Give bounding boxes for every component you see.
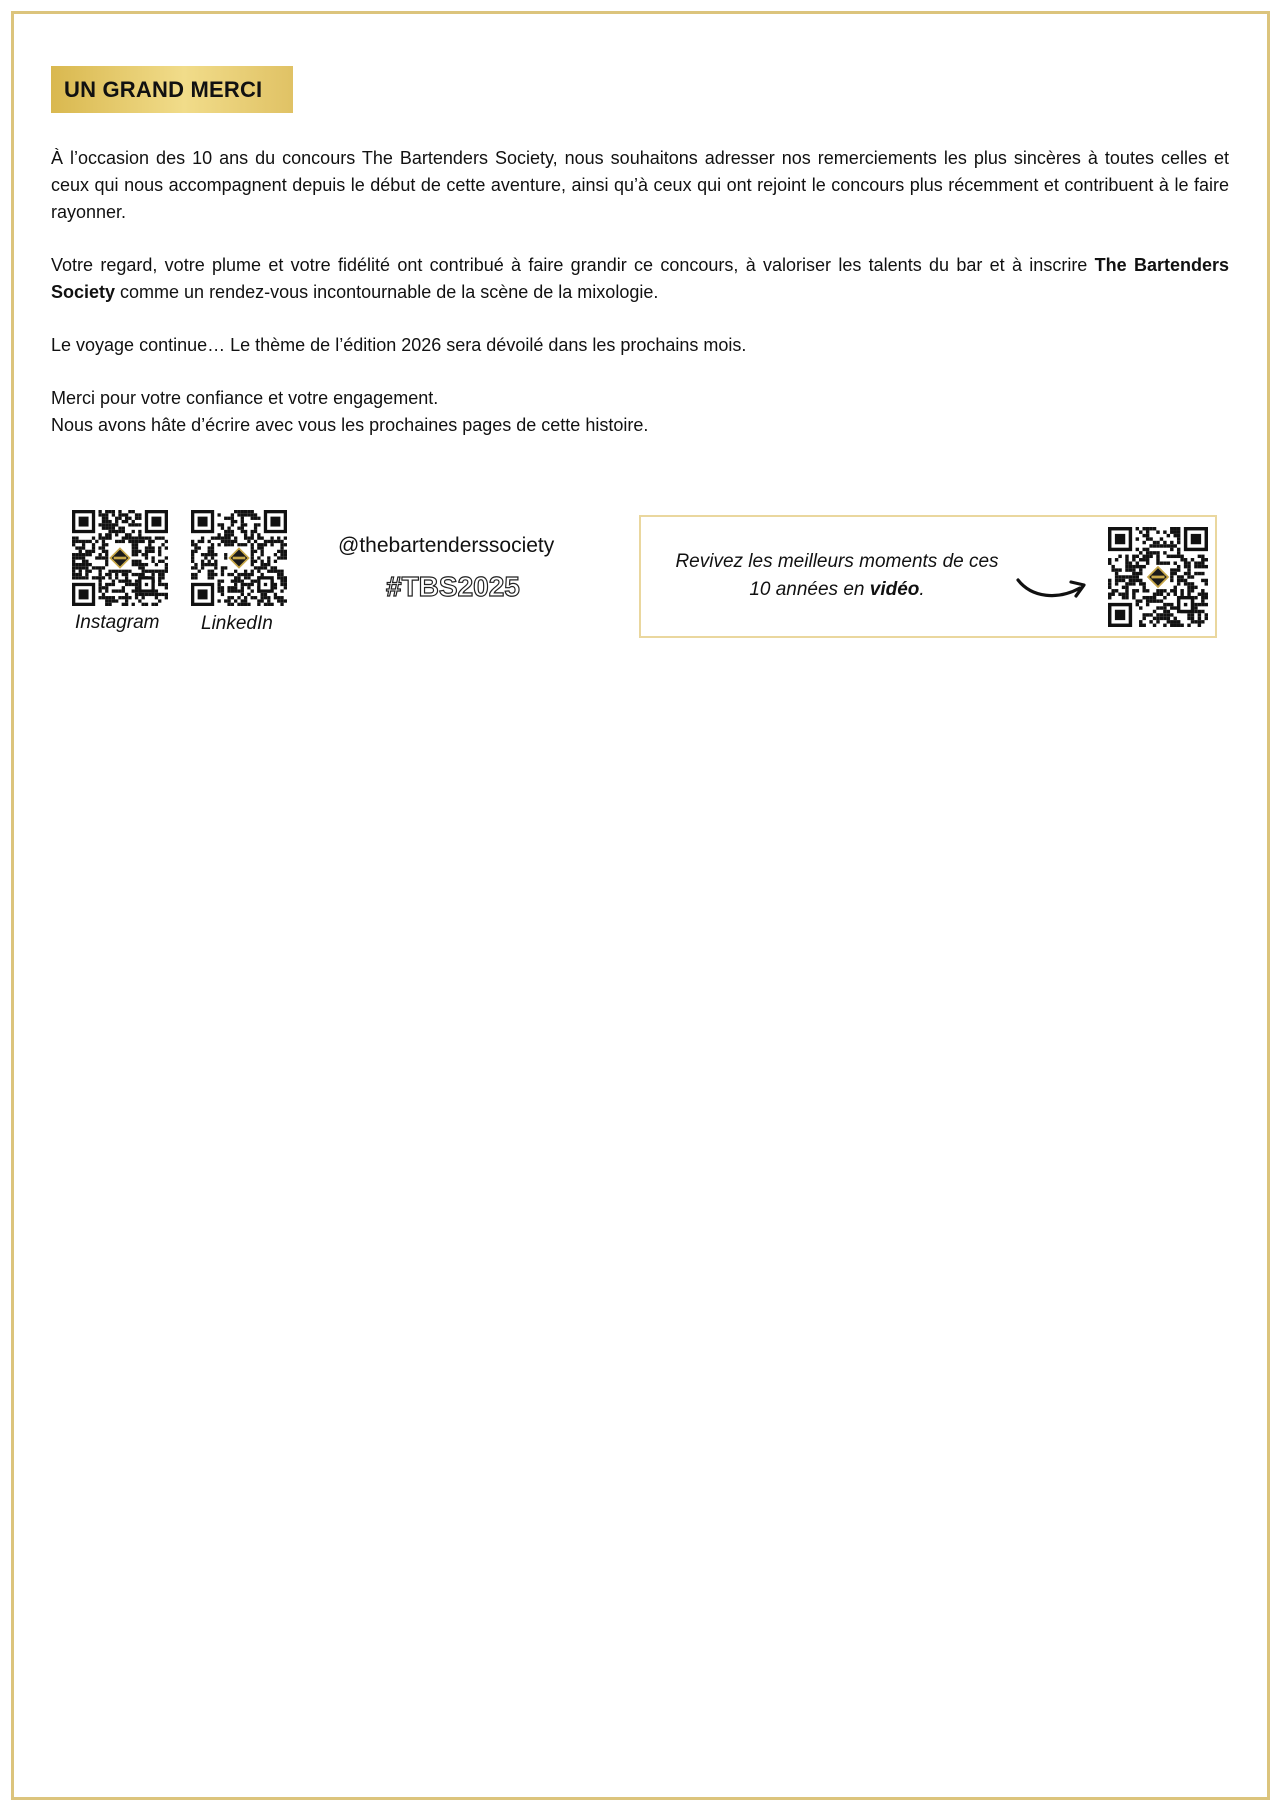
video-word: vidéo	[869, 579, 920, 600]
paragraph-2-start: Votre regard, votre plume et votre fidélité ont contribué à faire grandir ce concours, à valoriser les talents du bar et à inscrire	[51, 255, 1095, 275]
page-title: UN GRAND MERCI	[64, 76, 263, 102]
instagram-label: Instagram	[75, 612, 160, 633]
paragraph-4	[51, 385, 1229, 439]
video-text-end: .	[919, 579, 925, 600]
paragraph-4-line-1: Merci pour votre confiance et votre engagement.	[51, 388, 439, 408]
heading-banner	[51, 66, 293, 113]
paragraph-2-end: comme un rendez-vous incontournable de la scène de la mixologie.	[115, 282, 659, 302]
paragraph-3: Le voyage continue… Le thème de l’édition 2026 sera dévoilé dans les prochains mois.	[51, 335, 747, 355]
paragraph-4-line-2: Nous avons hâte d’écrire avec vous les prochaines pages de cette histoire.	[51, 415, 649, 435]
instagram-qr-code[interactable]	[72, 510, 168, 606]
brand-name: The Bartenders Society	[51, 255, 1229, 302]
hashtag: #TBS2025	[386, 571, 520, 602]
linkedin-label: LinkedIn	[201, 613, 273, 634]
curved-arrow-icon	[1016, 572, 1088, 606]
paragraph-1: À l’occasion des 10 ans du concours The Bartenders Society, nous souhaitons adresser nos remerciements les plus sincères à toutes celles et ceux qui nous accompagnent depuis le début de cette aventure, ainsi qu’à ceux qui ont rejoint le concours plus récemment et contribuent à le faire rayonner.	[51, 148, 1229, 222]
video-callout-text	[672, 548, 1002, 604]
video-text-start: Revivez les meilleurs moments de ces 10 années en	[675, 551, 999, 600]
linkedin-qr-code[interactable]	[191, 510, 287, 606]
paragraph-2	[51, 252, 1229, 306]
body-text	[51, 145, 1229, 439]
video-qr-code[interactable]	[1108, 527, 1208, 627]
social-handle: @thebartenderssociety	[338, 534, 555, 557]
